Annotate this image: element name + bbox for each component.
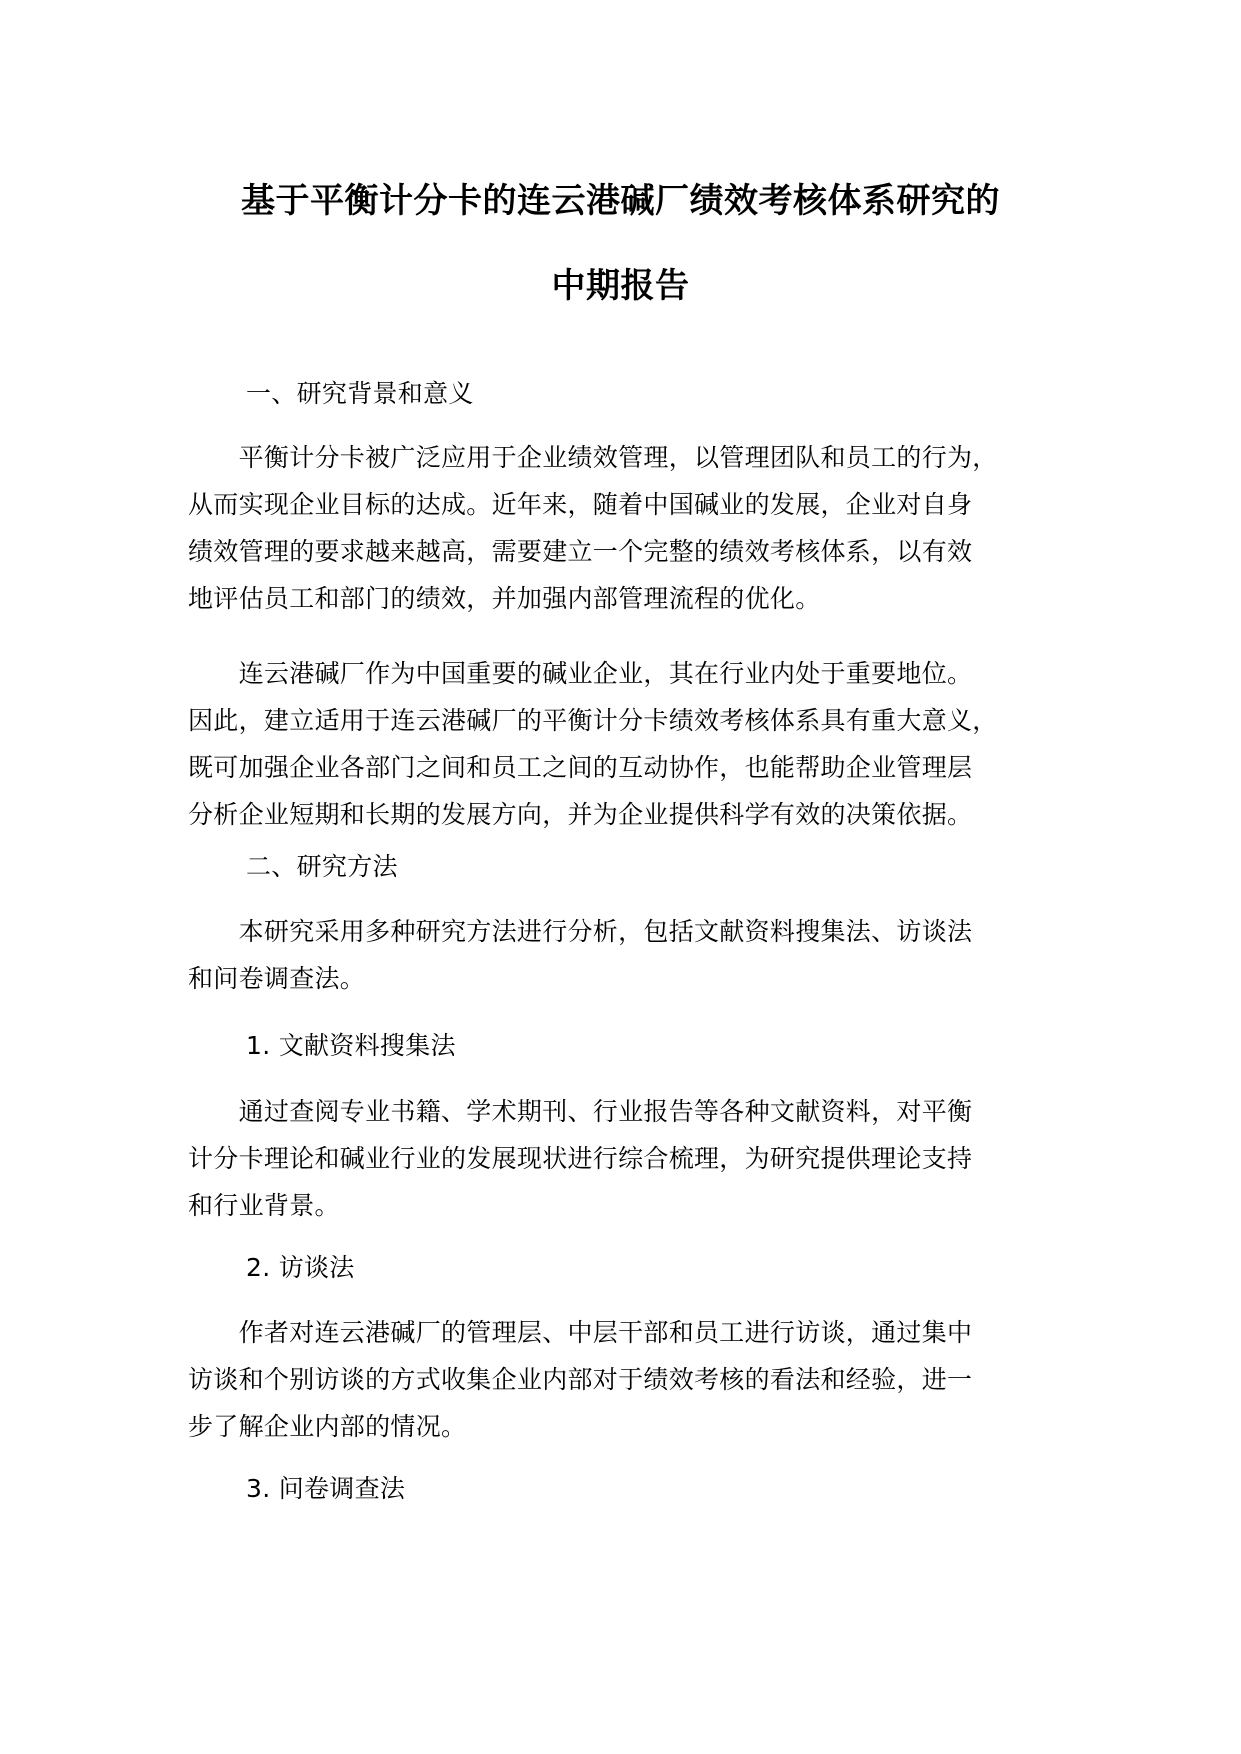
subheading-questionnaire-method: 3. 问卷调查法 bbox=[246, 1474, 406, 1503]
section-heading-methods: 二、研究方法 bbox=[246, 852, 398, 881]
document-title-line-1: 基于平衡计分卡的连云港碱厂绩效考核体系研究的 bbox=[241, 181, 1000, 221]
paragraph-background-1: 平衡计分卡被广泛应用于企业绩效管理，以管理团队和员工的行为， 从而实现企业目标的达成。近年来，随着中国碱业的发展，企业对自身 绩效管理的要求越来越高，需要建立一个完整的绩效考核体系，以有效 地评估员工和部门的绩效，并加强内部管理流程的优化。 bbox=[188, 443, 998, 613]
paragraph-methods-intro: 本研究采用多种研究方法进行分析，包括文献资料搜集法、访谈法 和问卷调查法。 bbox=[188, 917, 973, 993]
document-title-line-2: 中期报告 bbox=[551, 266, 690, 306]
subheading-literature-method: 1. 文献资料搜集法 bbox=[246, 1031, 456, 1060]
paragraph-interview-method: 作者对连云港碱厂的管理层、中层干部和员工进行访谈，通过集中 访谈和个别访谈的方式收集企业内部对于绩效考核的看法和经验，进一 步了解企业内部的情况。 bbox=[188, 1318, 973, 1441]
paragraph-literature-method: 通过查阅专业书籍、学术期刊、行业报告等各种文献资料，对平衡 计分卡理论和碱业行业的发展现状进行综合梳理，为研究提供理论支持 和行业背景。 bbox=[188, 1097, 973, 1220]
section-heading-background: 一、研究背景和意义 bbox=[246, 379, 474, 408]
paragraph-background-2: 连云港碱厂作为中国重要的碱业企业，其在行业内处于重要地位。 因此，建立适用于连云港碱厂的平衡计分卡绩效考核体系具有重大意义， 既可加强企业各部门之间和员工之间的互动协作，也能帮助企业管理层 分析企业短期和长期的发展方向，并为企业提供科学有效的决策依据。 bbox=[188, 659, 998, 829]
subheading-interview-method: 2. 访谈法 bbox=[246, 1253, 355, 1282]
